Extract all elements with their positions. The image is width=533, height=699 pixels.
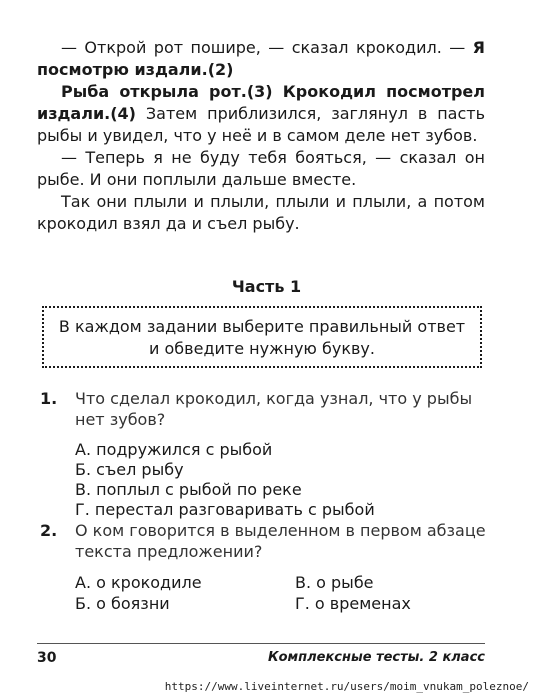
question-2 [37, 520, 487, 614]
story-paragraph-4: Так они плыли и плыли, плыли и плыли, а потом крокодил взял да и съел рыбу. [37, 192, 485, 233]
instruction-line-2: и обведите нужную букву. [149, 339, 375, 358]
answer-option[interactable]: В. о рыбе [295, 573, 374, 592]
instruction-box [42, 306, 482, 368]
story-paragraph-1: — Открой рот пошире, — сказал крокодил. — Я посмотрю издали.(2) [37, 38, 485, 79]
highlighted-sentence: Я посмотрю издали.(2) [37, 38, 485, 79]
answer-options [75, 440, 487, 520]
footer-divider [37, 643, 485, 644]
answer-option[interactable]: А. подружился с рыбой [75, 440, 273, 459]
story-text [37, 37, 485, 235]
question-number: 1. [40, 389, 58, 408]
story-paragraph-3: — Теперь я не буду тебя бояться, — сказал он рыбе. И они поплыли дальше вместе. [37, 148, 485, 189]
answer-option[interactable]: Б. о боязни [75, 594, 170, 613]
answer-options [75, 572, 487, 614]
answer-option[interactable]: А. о крокодиле [75, 573, 202, 592]
instruction-line-1: В каждом задании выберите правильный ответ [58, 317, 466, 336]
question-text: О ком говорится в выделенном в первом абзаце текста предложении? [75, 521, 486, 561]
answer-option[interactable]: Г. о временах [295, 594, 411, 613]
answer-option[interactable]: Г. перестал разговаривать с рыбой [75, 500, 375, 519]
question-text: Что сделал крокодил, когда узнал, что у рыбы нет зубов? [75, 389, 473, 429]
watermark-url: https://www.liveinternet.ru/users/moim_vnukam_poleznoe/ [164, 680, 529, 693]
question-number: 2. [40, 521, 58, 540]
story-paragraph-2: Рыба открыла рот.(3) Крокодил посмотрел издали.(4) Затем приблизился, заглянул в пасть рыбы и увидел, что у неё и в самом деле нет зубов. [37, 82, 485, 145]
answer-option[interactable]: Б. съел рыбу [75, 460, 184, 479]
footer-title: Комплексные тесты. 2 класс [267, 650, 485, 665]
answer-option[interactable]: В. поплыл с рыбой по реке [75, 480, 302, 499]
page-number: 30 [37, 650, 57, 666]
question-1 [37, 388, 487, 520]
section-title: Часть 1 [231, 277, 302, 296]
bold-sentences: Рыба открыла рот.(3) Крокодил посмотрел издали.(4) [37, 82, 485, 123]
